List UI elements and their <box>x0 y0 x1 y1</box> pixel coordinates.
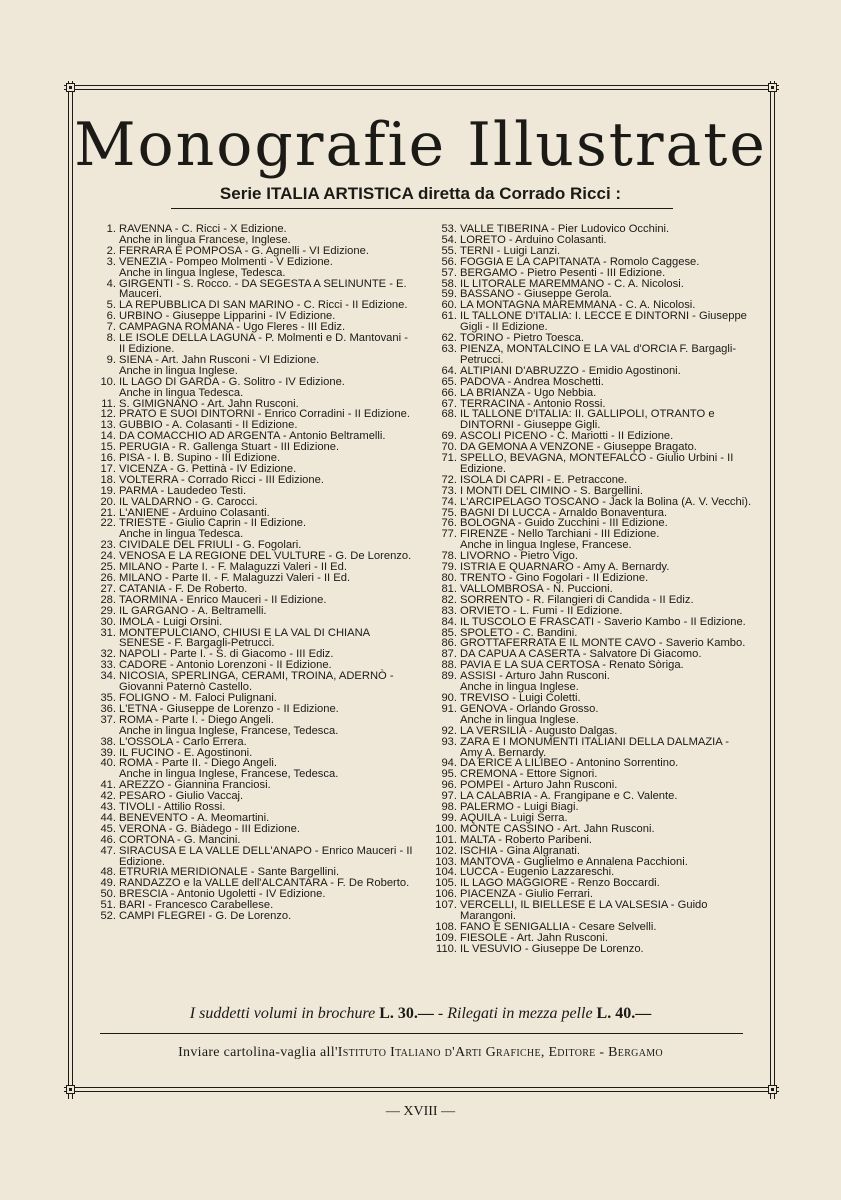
entry-text: MONTEPULCIANO, CHIUSI E LA VAL DI CHIANA SENESE - F. Bargagli-Petrucci. <box>119 626 373 650</box>
entry-text: ISCHIA - Gina Algranati. <box>460 844 581 857</box>
entry-number: 2. <box>106 244 116 257</box>
entry-number: 85. <box>441 626 457 639</box>
entry-number: 96. <box>441 779 457 792</box>
catalog-entry <box>430 606 752 617</box>
bound-price: L. 40.— <box>596 1005 652 1022</box>
entry-number: 21. <box>100 506 116 519</box>
entry-number: 34. <box>100 670 116 683</box>
entry-number: 71. <box>441 452 457 465</box>
entry-number: 88. <box>441 659 457 672</box>
entry-number: 20. <box>100 495 116 508</box>
entry-number: 54. <box>441 233 457 246</box>
entry-number: 67. <box>441 397 457 410</box>
entry-number: 95. <box>441 768 457 781</box>
entry-number: 109. <box>435 931 457 944</box>
catalog-entry <box>96 911 414 922</box>
entry-text: PISA - I. B. Supino - III Edizione. <box>119 452 281 465</box>
entry-number: 93. <box>441 735 457 748</box>
catalog-entry <box>96 224 414 246</box>
entry-text: LA MONTAGNA MAREMMANA - C. A. Nicolosi. <box>460 299 696 312</box>
catalog-entry <box>430 344 752 366</box>
entry-number: 84. <box>441 615 457 628</box>
entry-number: 101. <box>435 833 457 846</box>
entry-text: BASSANO - Giuseppe Gerola. <box>460 288 612 301</box>
entry-text: S. GIMIGNANO - Art. Jahn Rusconi. <box>119 397 299 410</box>
entry-text: ALTIPIANI D'ABRUZZO - Emidio Agostinoni. <box>460 364 681 377</box>
entry-number: 5. <box>106 299 116 312</box>
entry-text: BRESCIA - Antonio Ugoletti - IV Edizione. <box>119 888 326 901</box>
catalog-entry <box>430 268 752 279</box>
entry-number: 79. <box>441 561 457 574</box>
catalog-entry <box>96 377 414 399</box>
subtitle-rule <box>171 208 673 209</box>
corner-ornament-bottom-left <box>66 1085 75 1094</box>
entry-text: L'ARCIPELAGO TOSCANO - Jack la Bolina (A. V. Vecchi). <box>460 495 752 508</box>
entry-number: 44. <box>100 811 116 824</box>
catalog-entry <box>96 518 414 540</box>
page-number: — XVIII — <box>385 1104 456 1119</box>
entry-number: 100. <box>435 822 457 835</box>
entry-number: 70. <box>441 441 457 454</box>
entry-text: IL TUSCOLO E FRASCATI - Saverio Kambo - II Edizione. <box>460 615 746 628</box>
entry-text: VICENZA - G. Pettinà - IV Edizione. <box>119 462 297 475</box>
entry-number: 50. <box>100 888 116 901</box>
footer-rule <box>100 1033 743 1034</box>
catalog-entry <box>96 715 414 737</box>
entry-text: LA VERSILIA - Augusto Dalgas. <box>460 724 618 737</box>
entry-number: 87. <box>441 648 457 661</box>
catalog-column-left <box>96 224 414 922</box>
catalog-entry <box>430 846 752 857</box>
entry-number: 46. <box>100 833 116 846</box>
catalog-entry <box>96 606 414 617</box>
entry-number: 32. <box>100 648 116 661</box>
entry-number: 8. <box>106 332 116 345</box>
entry-text: DA COMACCHIO AD ARGENTA - Antonio Beltramelli. <box>119 430 386 443</box>
order-prefix: Inviare cartolina-vaglia all' <box>178 1045 338 1060</box>
entry-number: 45. <box>100 822 116 835</box>
catalog-entry <box>430 388 752 399</box>
entry-number: 6. <box>106 310 116 323</box>
entry-number: 110. <box>436 942 457 955</box>
entry-text: VOLTERRA - Corrado Ricci - III Edizione. <box>119 473 324 486</box>
entry-text: IMOLA - Luigi Orsini. <box>119 615 223 628</box>
entry-text: IL LAGO MAGGIORE - Renzo Boccardi. <box>460 877 660 890</box>
entry-text: RANDAZZO e la VALLE dell'ALCANTARA - F. De Roberto. <box>119 877 410 890</box>
entry-text: VALLE TIBERINA - Pier Ludovico Occhini. <box>460 223 670 235</box>
brochure-price: L. 30.— <box>379 1005 434 1022</box>
catalog-column-right <box>430 224 752 955</box>
series-subtitle: Serie ITALIA ARTISTICA diretta da Corrado Ricci : <box>219 184 622 203</box>
catalog-entry <box>96 333 414 355</box>
entry-text: DA CAPUA A CASERTA - Salvatore Di Giacomo. <box>460 648 702 661</box>
entry-number: 10. <box>100 375 116 388</box>
entry-text: VERONA - G. Biàdego - III Edizione. <box>119 822 300 835</box>
entry-text: AREZZO - Giannina Franciosi. <box>119 779 271 792</box>
catalog-entry <box>430 497 752 508</box>
catalog-entry <box>430 726 752 737</box>
entry-text: GIRGENTI - S. Rocco. - DA SEGESTA A SELINUNTE - E. Mauceri. <box>119 277 410 301</box>
catalog-entry <box>96 846 414 868</box>
entry-number: 30. <box>100 615 116 628</box>
entry-text: ZARA E I MONUMENTI ITALIANI DELLA DALMAZIA - Amy A. Bernardy. <box>460 735 732 759</box>
corner-ornament-top-left <box>66 83 75 92</box>
entry-text: LA CALABRIA - A. Frangipane e C. Valente. <box>460 790 678 803</box>
entry-number: 94. <box>441 757 457 770</box>
entry-number: 75. <box>441 506 457 519</box>
catalog-entry <box>96 671 414 693</box>
entry-number: 9. <box>106 353 116 366</box>
entry-text: VERCELLI, IL BIELLESE E LA VALSESIA - Guido Marangoni. <box>460 899 711 923</box>
entry-number: 80. <box>441 572 457 584</box>
entry-text: BOLOGNA - Guido Zucchini - III Edizione. <box>460 517 668 530</box>
entry-number: 61. <box>441 310 457 323</box>
entry-number: 3. <box>106 255 116 268</box>
entry-text: TAORMINA - Enrico Mauceri - II Edizione. <box>119 593 327 606</box>
entry-number: 38. <box>100 735 116 748</box>
entry-text: NICOSIA, SPERLINGA, CERAMI, TROINA, ADERNÒ - Giovanni Paternò Castello. <box>119 670 397 694</box>
entry-text: LUCCA - Eugenio Lazzareschi. <box>460 866 615 879</box>
catalog-entry <box>430 257 752 268</box>
entry-text: SPELLO, BEVAGNA, MONTEFALCO - Giulio Urbini - II Edizione. <box>460 452 737 475</box>
entry-text: CIVIDALE DEL FRIULI - G. Fogolari. <box>119 539 302 552</box>
entry-text: ROMA - Parte I. - Diego Angeli. Anche in lingua Inglese, Francese, Tedesca. <box>119 713 339 737</box>
entry-text: LORETO - Arduino Colasanti. <box>460 233 607 246</box>
entry-number: 15. <box>100 441 116 454</box>
entry-number: 102. <box>435 844 457 857</box>
entry-text: ASSISI - Arturo Jahn Rusconi. Anche in lingua Inglese. <box>460 670 610 694</box>
entry-text: FIESOLE - Art. Jahn Rusconi. <box>460 931 608 944</box>
entry-text: IL GARGANO - A. Beltramelli. <box>119 604 267 617</box>
catalog-entry <box>430 529 752 551</box>
catalog-entry <box>430 900 752 922</box>
entry-number: 56. <box>441 255 457 268</box>
entry-number: 105. <box>435 877 457 890</box>
entry-number: 89. <box>441 670 457 683</box>
entry-number: 11. <box>101 397 116 410</box>
entry-number: 47. <box>100 844 116 857</box>
entry-text: LA BRIANZA - Ugo Nebbia. <box>460 386 597 399</box>
entry-number: 35. <box>100 691 116 704</box>
entry-number: 59. <box>441 288 457 301</box>
entry-text: PALERMO - Luigi Biagi. <box>460 801 579 814</box>
catalog-entry <box>96 617 414 628</box>
entry-number: 69. <box>441 430 457 443</box>
entry-text: L'ANIENE - Arduino Colasanti. <box>119 506 270 519</box>
entry-text: BENEVENTO - A. Meomartini. <box>119 811 270 824</box>
entry-number: 16. <box>100 452 116 465</box>
catalog-entry <box>430 671 752 693</box>
entry-number: 92. <box>441 724 457 737</box>
catalog-entry <box>96 257 414 279</box>
entry-number: 91. <box>441 702 457 715</box>
pricing-line <box>0 1005 841 1023</box>
entry-number: 29. <box>100 604 116 617</box>
entry-text: URBINO - Giuseppe Lipparini - IV Edizione. <box>119 310 336 323</box>
entry-number: 39. <box>100 746 116 759</box>
entry-number: 66. <box>441 386 457 399</box>
entry-text: PRATO E SUOI DINTORNI - Enrico Corradini - II Edizione. <box>119 408 410 421</box>
entry-text: PARMA - Laudedeo Testi. <box>119 484 247 497</box>
entry-number: 74. <box>441 495 457 508</box>
entry-number: 107. <box>435 899 457 912</box>
entry-number: 49. <box>100 877 116 890</box>
entry-number: 24. <box>100 550 116 563</box>
entry-text: GENOVA - Orlando Grosso. Anche in lingua Inglese. <box>460 702 599 726</box>
entry-text: SORRENTO - R. Filangieri di Candida - II Ediz. <box>460 593 694 606</box>
brochure-text: I suddetti volumi in brochure <box>189 1005 376 1022</box>
catalog-entry <box>430 311 752 333</box>
entry-number: 23. <box>100 539 116 552</box>
entry-text: VENEZIA - Pompeo Molmenti - V Edizione. Anche in lingua Inglese, Tedesca. <box>119 255 333 279</box>
entry-text: TIVOLI - Attilio Rossi. <box>119 801 226 814</box>
entry-text: DA GEMONA A VENZONE - Giuseppe Bragato. <box>460 441 697 454</box>
entry-number: 76. <box>441 517 457 530</box>
entry-text: IL TALLONE D'ITALIA: II. GALLIPOLI, OTRANTO e DINTORNI - Giuseppe Gigli. <box>460 408 718 432</box>
entry-number: 42. <box>100 790 116 803</box>
entry-text: BARI - Francesco Carabellese. <box>119 899 274 912</box>
entry-text: GROTTAFERRATA E IL MONTE CAVO - Saverio Kambo. <box>460 637 746 650</box>
order-instructions <box>0 1045 841 1061</box>
entry-number: 18. <box>100 473 116 486</box>
entry-number: 103. <box>435 855 457 868</box>
entry-text: MONTE CASSINO - Art. Jahn Rusconi. <box>460 822 655 835</box>
catalog-entry <box>430 453 752 475</box>
entry-text: CADORE - Antonio Lorenzoni - II Edizione. <box>119 659 332 672</box>
entry-number: 25. <box>100 561 116 574</box>
entry-text: PESARO - Giulio Vaccaj. <box>119 790 244 803</box>
catalog-entry <box>430 944 752 955</box>
entry-text: I MONTI DEL CIMINO - S. Bargellini. <box>460 484 643 497</box>
entry-number: 83. <box>441 604 457 617</box>
entry-number: 77. <box>441 528 457 541</box>
entry-text: TERNI - Luigi Lanzi. <box>460 244 561 257</box>
entry-text: TERRACINA - Antonio Rossi. <box>460 397 606 410</box>
entry-text: FERRARA E POMPOSA - G. Agnelli - VI Edizione. <box>119 244 369 257</box>
catalog-entry <box>96 737 414 748</box>
entry-number: 78. <box>441 550 457 563</box>
entry-text: IL LAGO DI GARDA - G. Solitro - IV Edizione. Anche in lingua Tedesca. <box>119 375 345 399</box>
entry-number: 36. <box>100 702 116 715</box>
entry-text: TRIESTE - Giulio Caprin - II Edizione. Anche in lingua Tedesca. <box>119 517 307 541</box>
corner-ornament-bottom-right <box>768 1085 777 1094</box>
entry-text: IL FUCINO - E. Agostinoni. <box>119 746 253 759</box>
entry-number: 63. <box>441 342 457 355</box>
entry-text: IL LITORALE MAREMMANO - C. A. Nicolosi. <box>460 277 684 290</box>
entry-text: MALTA - Roberto Paribeni. <box>460 833 593 846</box>
entry-number: 1. <box>106 223 116 235</box>
entry-number: 52. <box>100 910 116 923</box>
entry-text: BERGAMO - Pietro Pesenti - III Edizione. <box>460 266 666 279</box>
entry-number: 60. <box>441 299 457 312</box>
entry-number: 22. <box>100 517 116 530</box>
entry-number: 26. <box>100 572 116 584</box>
entry-text: PIACENZA - Giulio Ferrari. <box>460 888 594 901</box>
entry-number: 106. <box>435 888 457 901</box>
entry-text: CORTONA - G. Mancini. <box>119 833 241 846</box>
bound-text: - Rilegati in mezza pelle <box>437 1005 593 1022</box>
entry-text: PIENZA, MONTALCINO E LA VAL d'ORCIA F. Bargagli-Petrucci. <box>460 342 737 366</box>
catalog-entry <box>430 617 752 628</box>
entry-number: 14. <box>100 430 116 443</box>
entry-number: 97. <box>441 790 457 803</box>
entry-text: CATANIA - F. De Roberto. <box>119 582 248 595</box>
entry-text: LA REPUBBLICA DI SAN MARINO - C. Ricci - II Edizione. <box>119 299 408 312</box>
corner-ornament-top-right <box>768 83 777 92</box>
catalog-entry <box>430 704 752 726</box>
entry-text: CAMPAGNA ROMANA - Ugo Fleres - III Ediz. <box>119 321 346 334</box>
entry-number: 99. <box>441 811 457 824</box>
entry-number: 4. <box>106 277 116 290</box>
entry-text: ETRURIA MERIDIONALE - Sante Bargellini. <box>119 866 340 879</box>
entry-text: PAVIA E LA SUA CERTOSA - Renato Sòriga. <box>460 659 684 672</box>
entry-text: IL VALDARNO - G. Carocci. <box>119 495 258 508</box>
page-title: Monografie Illustrate <box>74 110 767 180</box>
entry-text: BAGNI DI LUCCA - Arnaldo Bonaventura. <box>460 506 668 519</box>
catalog-entry <box>430 377 752 388</box>
entry-text: RAVENNA - C. Ricci - X Edizione. Anche in lingua Francese, Inglese. <box>119 223 291 246</box>
entry-number: 13. <box>100 419 116 432</box>
entry-number: 7. <box>106 321 116 334</box>
catalog-entry <box>96 628 414 650</box>
entry-number: 64. <box>441 364 457 377</box>
entry-number: 57. <box>441 266 457 279</box>
entry-number: 108. <box>435 921 457 933</box>
entry-number: 37. <box>100 713 116 726</box>
entry-number: 81. <box>441 582 457 595</box>
entry-text: NAPOLI - Parte I. - S. di Giacomo - III Ediz. <box>119 648 334 661</box>
entry-text: FIRENZE - Nello Tarchiani - III Edizione. Anche in lingua Inglese, Francese. <box>460 528 660 552</box>
entry-number: 53. <box>441 223 457 235</box>
entry-number: 82. <box>441 593 457 606</box>
entry-number: 41. <box>100 779 116 792</box>
entry-text: SIRACUSA E LA VALLE DELL'ANAPO - Enrico Mauceri - II Edizione. <box>119 844 416 868</box>
entry-text: VENOSA E LA REGIONE DEL VULTURE - G. De Lorenzo. <box>119 550 412 563</box>
entry-number: 48. <box>100 866 116 879</box>
catalog-entry <box>96 279 414 301</box>
entry-number: 40. <box>100 757 116 770</box>
entry-number: 62. <box>441 332 457 345</box>
entry-number: 58. <box>441 277 457 290</box>
catalog-entry <box>96 355 414 377</box>
entry-number: 51. <box>100 899 116 912</box>
entry-number: 55. <box>441 244 457 257</box>
entry-number: 73. <box>441 484 457 497</box>
entry-number: 33. <box>100 659 116 672</box>
entry-text: FOLIGNO - M. Faloci Pulignani. <box>119 691 277 704</box>
entry-text: FANO E SENIGALLIA - Cesare Selvelli. <box>460 921 657 933</box>
entry-text: LIVORNO - Pietro Vigo. <box>460 550 578 563</box>
entry-text: TORINO - Pietro Toesca. <box>460 332 584 345</box>
entry-text: VALLOMBROSA - N. Puccioni. <box>460 582 613 595</box>
entry-number: 43. <box>100 801 116 814</box>
entry-text: MILANO - Parte II. - F. Malaguzzi Valeri - II Ed. <box>119 572 351 584</box>
entry-text: LE ISOLE DELLA LAGUNA - P. Molmenti e D. Mantovani - II Edizione. <box>119 332 412 355</box>
entry-text: SPOLETO - C. Bandini. <box>460 626 578 639</box>
catalog-entry <box>430 409 752 431</box>
entry-text: MILANO - Parte I. - F. Malaguzzi Valeri - II Ed. <box>119 561 347 574</box>
publisher-name: Istituto Italiano d'Arti Grafiche, Editore - Bergamo <box>337 1045 663 1060</box>
entry-text: ROMA - Parte II. - Diego Angeli. Anche in lingua Inglese, Francese, Tedesca. <box>119 757 339 781</box>
entry-text: ASCOLI PICENO - C. Mariotti - II Edizione. <box>460 430 674 443</box>
entry-number: 27. <box>100 582 116 595</box>
entry-text: IL VESUVIO - Giuseppe De Lorenzo. <box>460 942 644 955</box>
entry-text: IL TALLONE D'ITALIA: I. LECCE E DINTORNI - Giuseppe Gigli - II Edizione. <box>460 310 750 334</box>
entry-number: 17. <box>100 462 116 475</box>
entry-text: AQUILA - Luigi Serra. <box>460 811 568 824</box>
entry-number: 19. <box>100 484 116 497</box>
entry-text: PERUGIA - R. Gallenga Stuart - III Edizione. <box>119 441 340 454</box>
entry-number: 104. <box>435 866 457 879</box>
entry-text: GUBBIO - A. Colasanti - II Edizione. <box>119 419 298 432</box>
entry-number: 12. <box>100 408 116 421</box>
entry-text: DA ERICE A LILIBEO - Antonino Sorrentino. <box>460 757 679 770</box>
entry-text: PADOVA - Andrea Moschetti. <box>460 375 604 388</box>
catalog-entry <box>430 737 752 759</box>
entry-number: 31. <box>100 626 116 639</box>
catalog-entry <box>96 758 414 780</box>
entry-text: SIENA - Art. Jahn Rusconi - VI Edizione. Anche in lingua Inglese. <box>119 353 320 377</box>
entry-number: 68. <box>441 408 457 421</box>
entry-text: ISTRIA E QUARNARO - Amy A. Bernardy. <box>460 561 670 574</box>
entry-text: L'OSSOLA - Carlo Errera. <box>119 735 247 748</box>
entry-number: 86. <box>441 637 457 650</box>
entry-text: TREVISO - Luigi Coletti. <box>460 691 581 704</box>
entry-text: ISOLA DI CAPRI - E. Petraccone. <box>460 473 628 486</box>
entry-text: MANTOVA - Guglielmo e Annalena Pacchioni. <box>460 855 688 868</box>
entry-number: 65. <box>441 375 457 388</box>
entry-text: L'ETNA - Giuseppe de Lorenzo - II Edizione. <box>119 702 339 715</box>
entry-text: FOGGIA E LA CAPITANATA - Romolo Caggese. <box>460 255 700 268</box>
entry-number: 28. <box>100 593 116 606</box>
entry-number: 72. <box>441 473 457 486</box>
entry-text: ORVIETO - L. Fumi - II Edizione. <box>460 604 623 617</box>
catalog-entry <box>96 497 414 508</box>
entry-number: 98. <box>441 801 457 814</box>
entry-number: 90. <box>441 691 457 704</box>
entry-text: TRENTO - Gino Fogolari - II Edizione. <box>460 572 649 584</box>
entry-text: CREMONA - Ettore Signori. <box>460 768 598 781</box>
entry-text: POMPEI - Arturo Jahn Rusconi. <box>460 779 618 792</box>
entry-text: CAMPI FLEGREI - G. De Lorenzo. <box>119 910 292 923</box>
